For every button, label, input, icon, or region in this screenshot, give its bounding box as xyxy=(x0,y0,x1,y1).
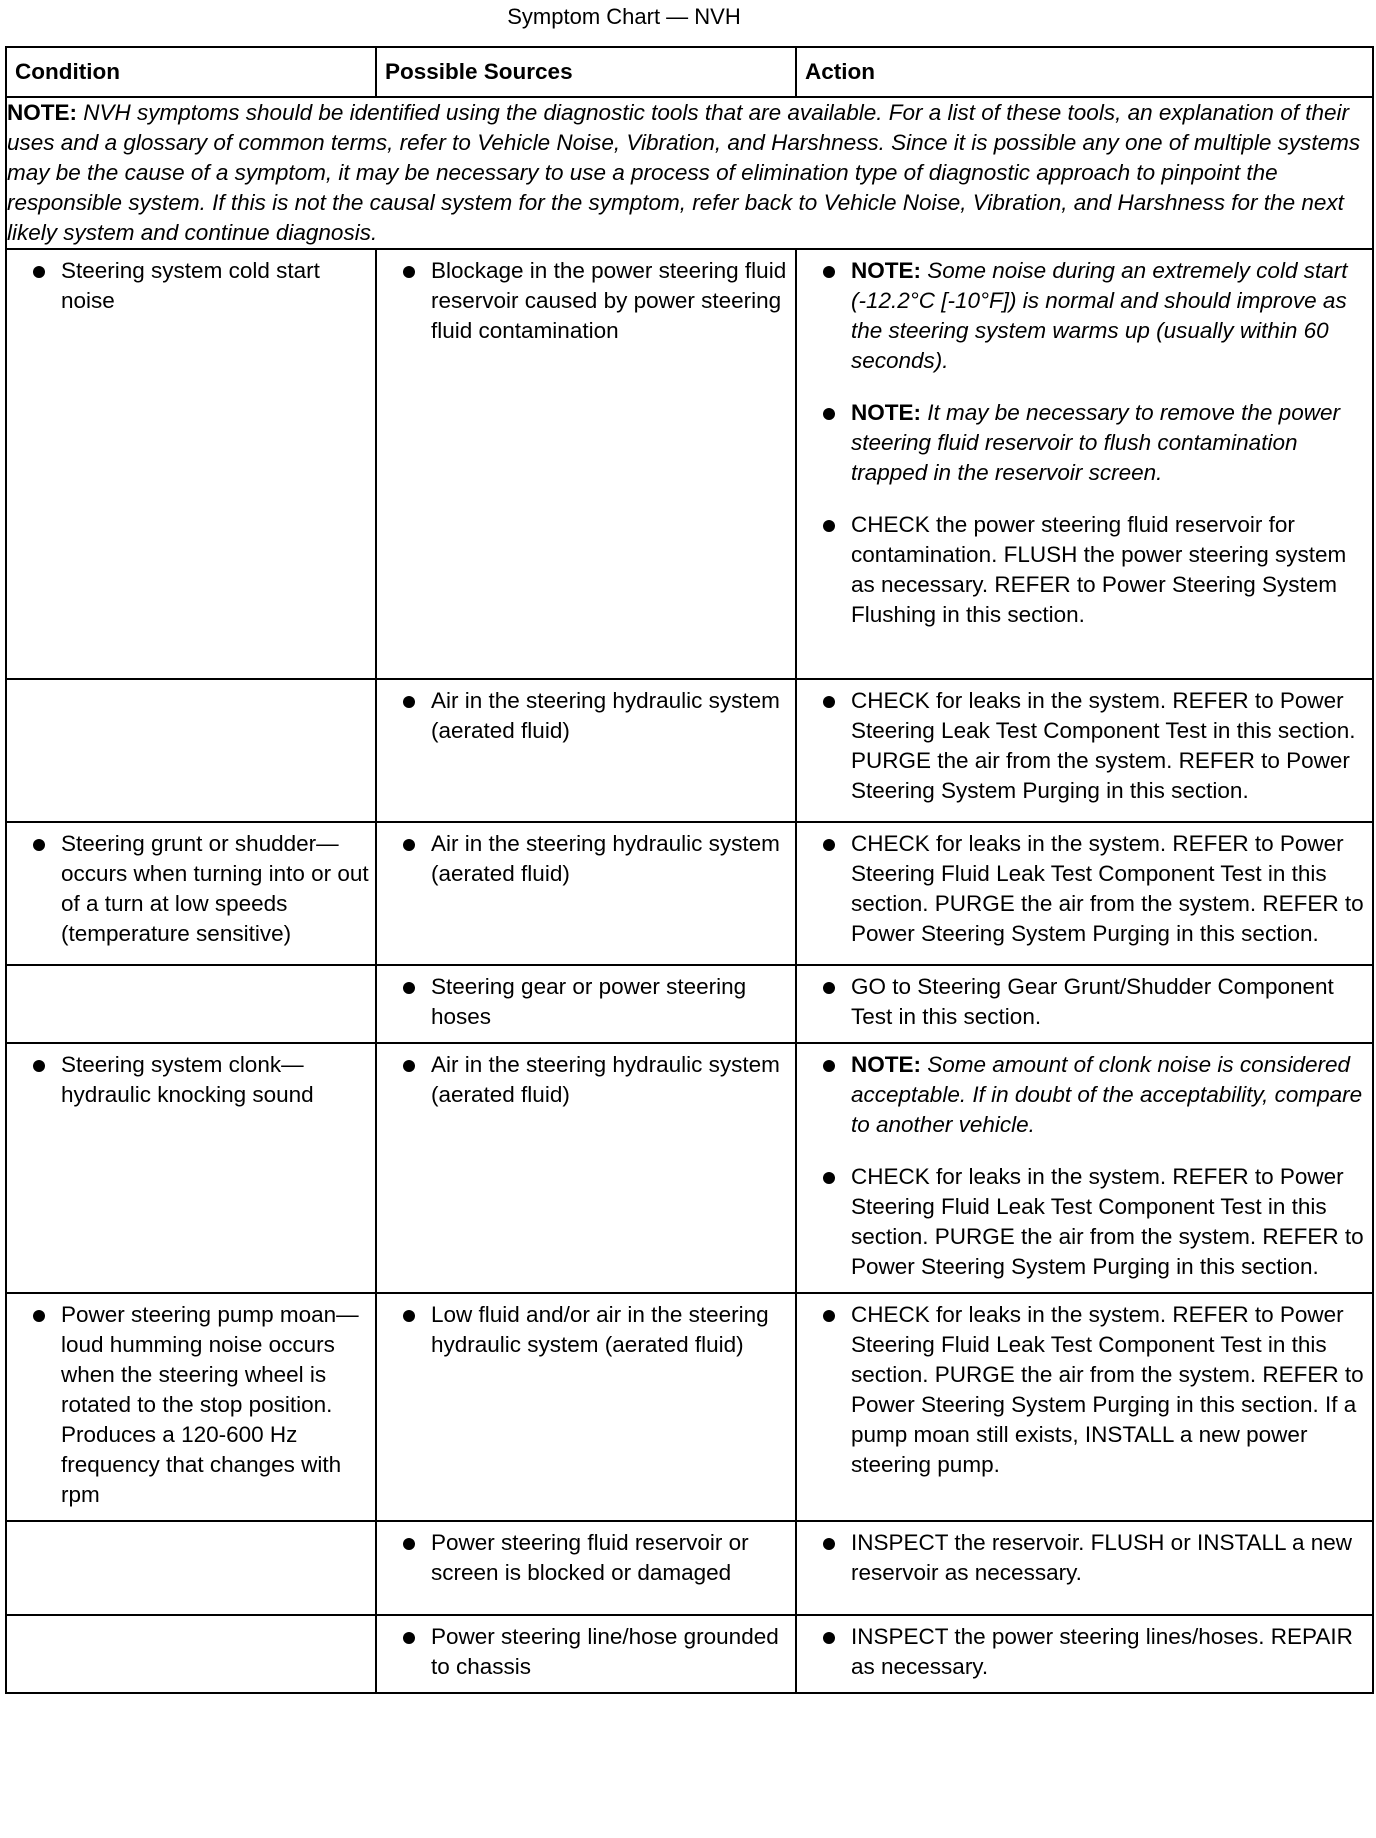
action-item xyxy=(823,829,1368,949)
action-text: CHECK for leaks in the system. REFER to Power Steering Fluid Leak Test Component Test in this section. PURGE the air from the system. REFER to Power Steering System Purging in this section. xyxy=(851,1164,1364,1279)
symptom-chart-table xyxy=(5,46,1374,1694)
general-note xyxy=(6,97,1373,249)
condition-cell xyxy=(6,1521,376,1615)
source-text: Power steering fluid reservoir or screen is blocked or damaged xyxy=(403,1528,791,1588)
action-cell xyxy=(796,1043,1373,1293)
source-cell xyxy=(376,249,796,679)
action-item xyxy=(823,1300,1368,1480)
condition-text: Steering system cold start noise xyxy=(33,256,371,316)
source-cell xyxy=(376,1521,796,1615)
note-row xyxy=(6,97,1373,249)
table-row xyxy=(6,1521,1373,1615)
action-text: It may be necessary to remove the power steering fluid reservoir to flush contamination trapped in the reservoir screen. xyxy=(851,400,1340,485)
source-cell xyxy=(376,1043,796,1293)
table-row xyxy=(6,1615,1373,1693)
action-text: Some amount of clonk noise is considered acceptable. If in doubt of the acceptability, compare to another vehicle. xyxy=(851,1052,1363,1137)
action-text: CHECK for leaks in the system. REFER to Power Steering Leak Test Component Test in this section. PURGE the air from the system. REFER to Power Steering System Purging in this section. xyxy=(851,688,1356,803)
action-item xyxy=(823,1528,1368,1588)
condition-cell xyxy=(6,1293,376,1521)
action-text: GO to Steering Gear Grunt/Shudder Component Test in this section. xyxy=(851,974,1334,1029)
condition-cell xyxy=(6,249,376,679)
source-text: Steering gear or power steering hoses xyxy=(403,972,791,1032)
action-cell xyxy=(796,1293,1373,1521)
note-lead: NOTE: xyxy=(7,100,77,125)
action-text: CHECK for leaks in the system. REFER to Power Steering Fluid Leak Test Component Test in this section. PURGE the air from the system. REFER to Power Steering System Purging in this section. xyxy=(851,831,1364,946)
source-cell xyxy=(376,1615,796,1693)
action-item xyxy=(823,256,1368,376)
action-note-lead: NOTE: xyxy=(851,258,921,283)
action-note-lead: NOTE: xyxy=(851,400,921,425)
source-text: Air in the steering hydraulic system (aerated fluid) xyxy=(403,1050,791,1110)
source-text: Power steering line/hose grounded to chassis xyxy=(403,1622,791,1682)
source-cell xyxy=(376,822,796,965)
table-row xyxy=(6,822,1373,965)
action-cell xyxy=(796,965,1373,1043)
action-item xyxy=(823,398,1368,488)
table-row xyxy=(6,1043,1373,1293)
source-text: Air in the steering hydraulic system (aerated fluid) xyxy=(403,829,791,889)
action-item xyxy=(823,972,1368,1032)
action-item xyxy=(823,1162,1368,1282)
action-cell xyxy=(796,1521,1373,1615)
action-cell xyxy=(796,822,1373,965)
source-cell xyxy=(376,679,796,822)
source-text: Air in the steering hydraulic system (aerated fluid) xyxy=(403,686,791,746)
condition-text: Steering system clonk— hydraulic knocking sound xyxy=(33,1050,371,1110)
action-text: INSPECT the power steering lines/hoses. REPAIR as necessary. xyxy=(851,1624,1353,1679)
action-item xyxy=(823,1050,1368,1140)
header-row xyxy=(6,47,1373,97)
source-text: Blockage in the power steering fluid reservoir caused by power steering fluid contamination xyxy=(403,256,791,346)
action-text: CHECK for leaks in the system. REFER to Power Steering Fluid Leak Test Component Test in this section. PURGE the air from the system. REFER to Power Steering System Purging in this section. If a pump moan still exists, INSTALL a new power steering pump. xyxy=(851,1302,1364,1477)
condition-cell xyxy=(6,822,376,965)
action-text: Some noise during an extremely cold start (-12.2°C [-10°F]) is normal and should improve as the steering system warms up (usually within 60 seconds). xyxy=(851,258,1348,373)
table-row xyxy=(6,1293,1373,1521)
action-text: CHECK the power steering fluid reservoir for contamination. FLUSH the power steering system as necessary. REFER to Power Steering System Flushing in this section. xyxy=(851,512,1347,627)
table-row xyxy=(6,249,1373,679)
action-text: INSPECT the reservoir. FLUSH or INSTALL a new reservoir as necessary. xyxy=(851,1530,1353,1585)
source-text: Low fluid and/or air in the steering hydraulic system (aerated fluid) xyxy=(403,1300,791,1360)
header-sources: Possible Sources xyxy=(376,47,796,97)
action-item xyxy=(823,510,1368,630)
condition-text: Power steering pump moan— loud humming noise occurs when the steering wheel is rotated to the stop position. Produces a 120-600 Hz frequency that changes with rpm xyxy=(33,1300,371,1510)
action-note-lead: NOTE: xyxy=(851,1052,921,1077)
condition-cell xyxy=(6,679,376,822)
header-condition: Condition xyxy=(6,47,376,97)
table-row xyxy=(6,679,1373,822)
source-cell xyxy=(376,965,796,1043)
condition-text: Steering grunt or shudder— occurs when turning into or out of a turn at low speeds (temperature sensitive) xyxy=(33,829,371,949)
action-cell xyxy=(796,679,1373,822)
chart-title: Symptom Chart — NVH xyxy=(507,4,741,29)
source-cell xyxy=(376,1293,796,1521)
condition-cell xyxy=(6,1043,376,1293)
action-cell xyxy=(796,1615,1373,1693)
table-row xyxy=(6,965,1373,1043)
action-item xyxy=(823,686,1368,806)
action-cell xyxy=(796,249,1373,679)
action-item xyxy=(823,1622,1368,1682)
header-action: Action xyxy=(796,47,1373,97)
condition-cell xyxy=(6,1615,376,1693)
condition-cell xyxy=(6,965,376,1043)
note-text: NVH symptoms should be identified using the diagnostic tools that are available. For a list of these tools, an explanation of their uses and a glossary of common terms, refer to Vehicle Noise, Vibration, and Harshness. Since it is possible any one of multiple systems may be the cause of a symptom, it may be necessary to use a process of elimination type of diagnostic approach to pinpoint the responsible system. If this is not the causal system for the symptom, refer back to Vehicle Noise, Vibration, and Harshness for the next likely system and continue diagnosis. xyxy=(7,100,1361,245)
